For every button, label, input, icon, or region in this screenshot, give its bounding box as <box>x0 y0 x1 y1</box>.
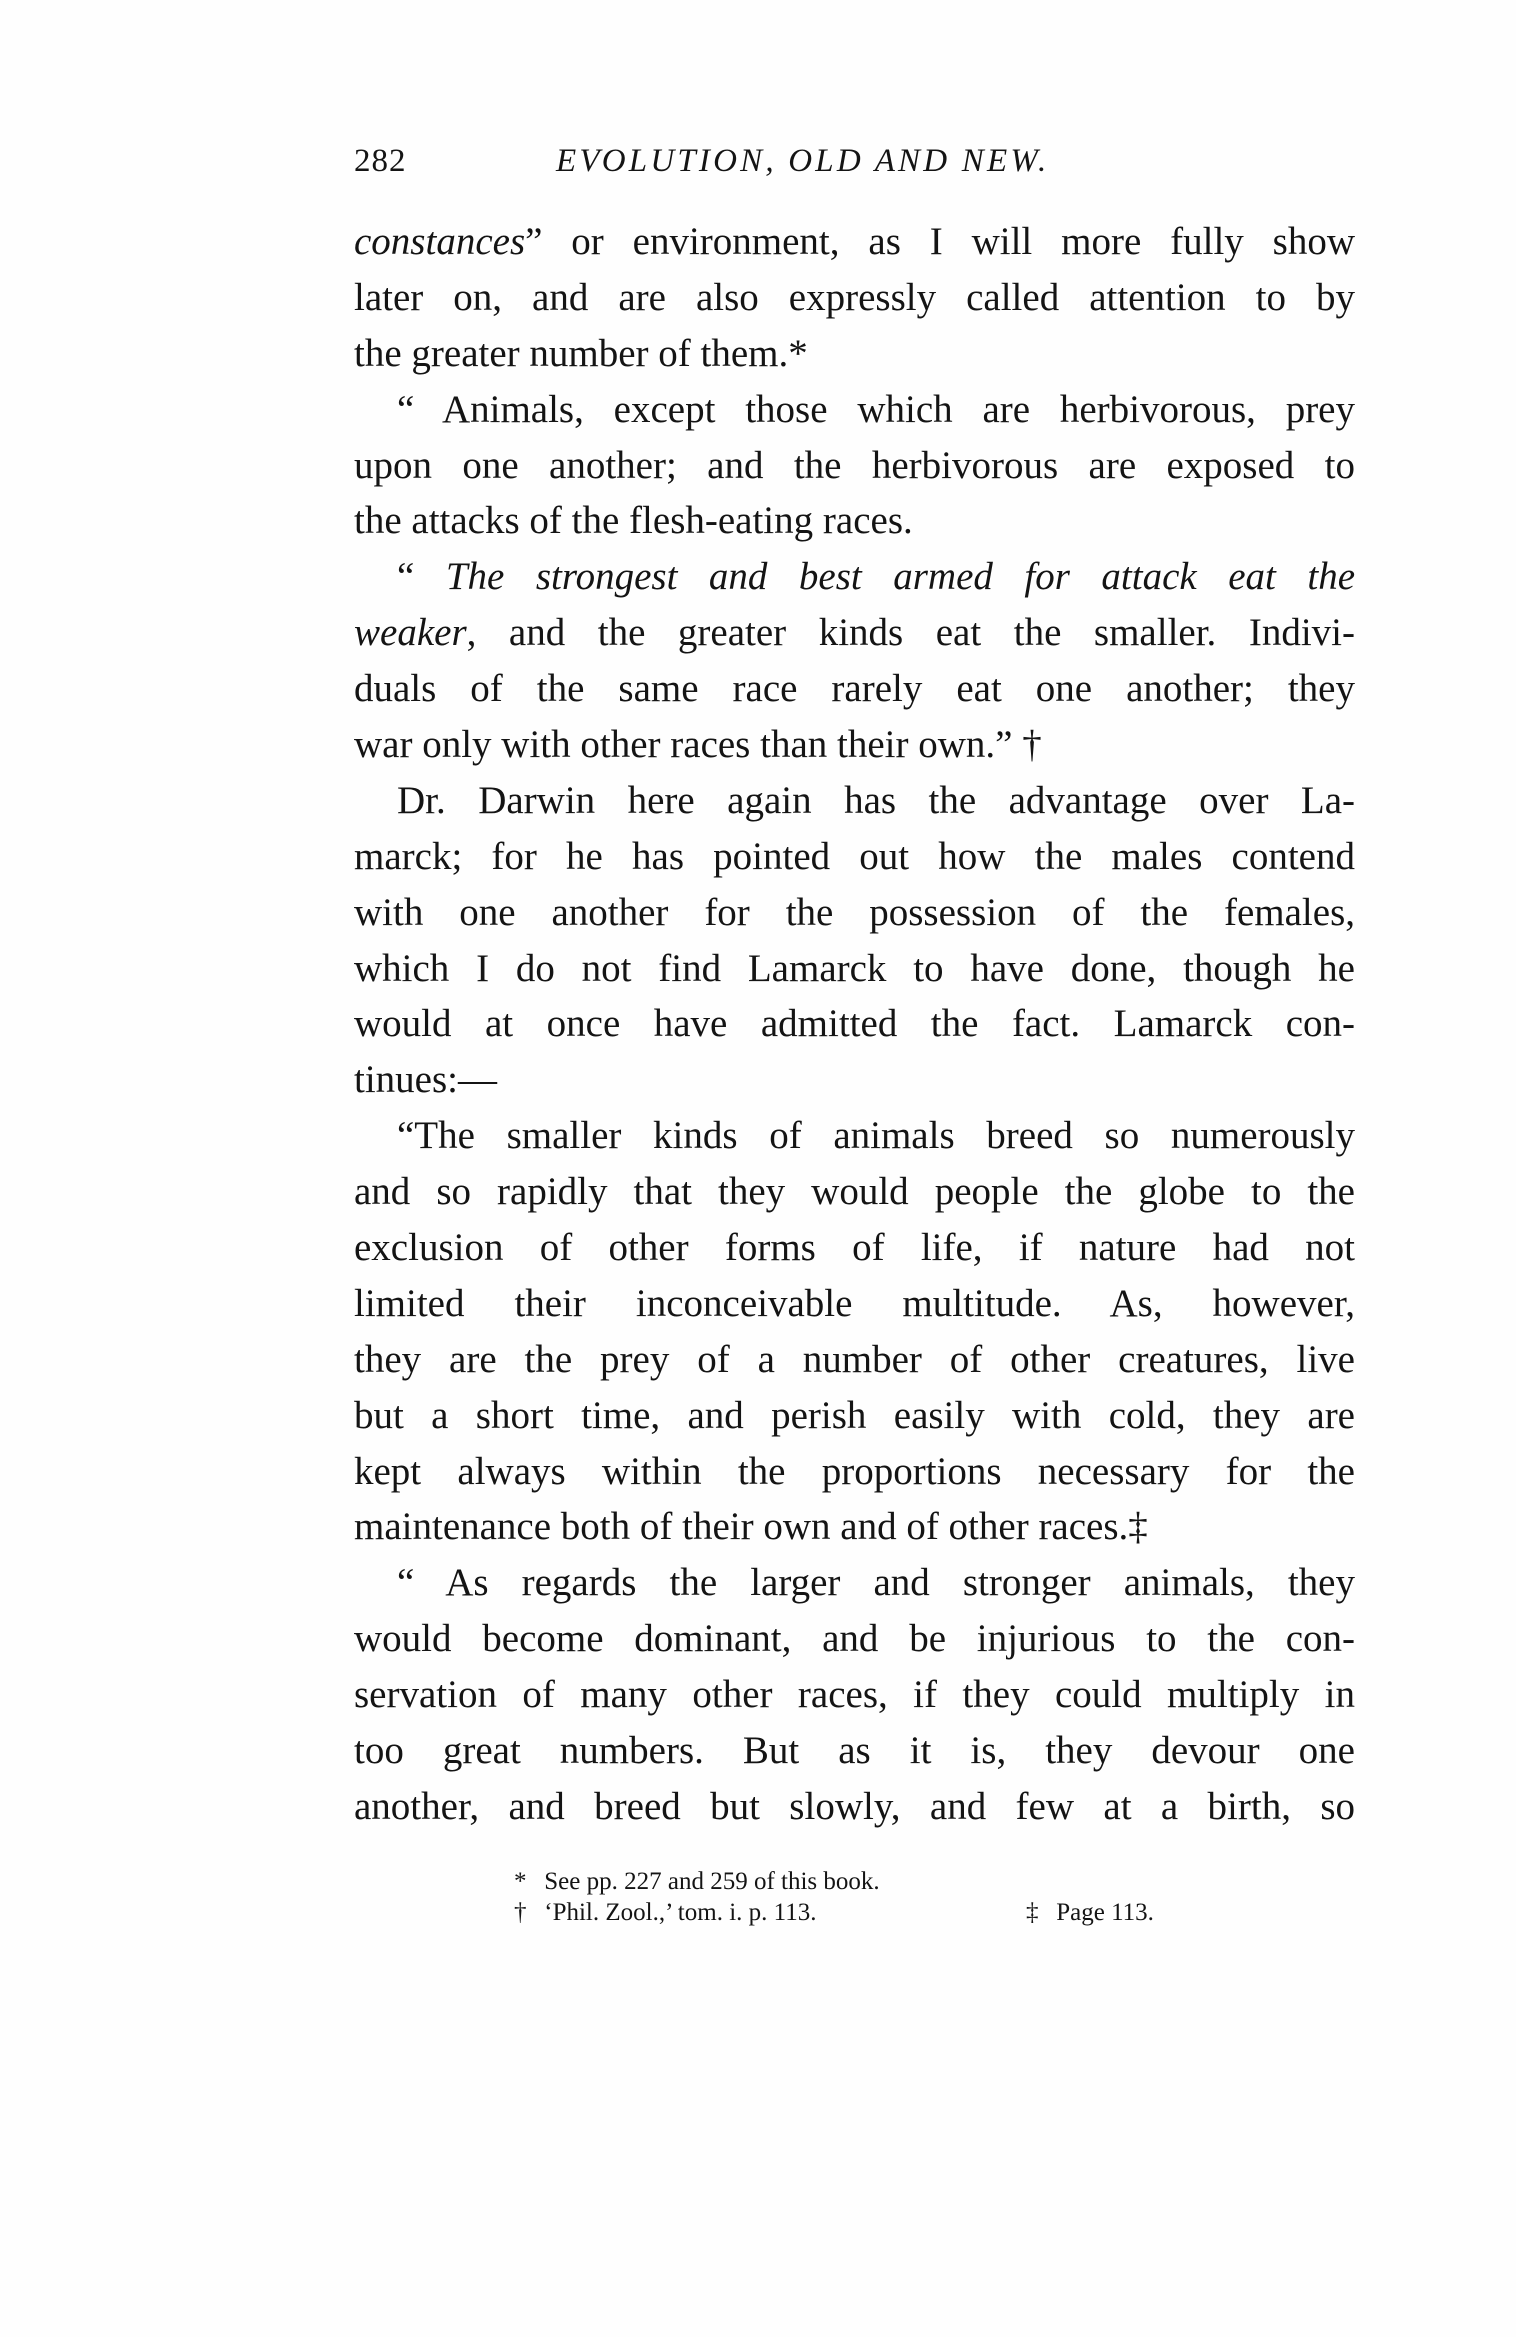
text-run: the attacks of the flesh-eating races. <box>354 499 913 543</box>
page-number: 282 <box>354 143 407 179</box>
text-run: “ Animals, except those which are herbivorous, prey <box>397 387 1355 431</box>
footnote-text-2: ‘Phil. Zool.,’ tom. i. p. 113. <box>544 1899 817 1926</box>
text-line <box>354 773 1355 829</box>
text-run: marck; for he has pointed out how the males contend <box>354 834 1355 878</box>
text-line <box>354 1388 1355 1444</box>
text-run: maintenance both of their own and of other races.‡ <box>354 1505 1148 1549</box>
text-line <box>354 1052 1355 1108</box>
text-line <box>354 1555 1355 1611</box>
text-run: “ As regards the larger and stronger animals, they <box>397 1561 1355 1605</box>
footnote-line-2 <box>514 1897 1214 1928</box>
text-run: Dr. Darwin here again has the advantage over La- <box>397 778 1355 822</box>
body-text <box>354 214 1355 1835</box>
text-run: , and the greater kinds eat the smaller. Indivi- <box>466 611 1355 655</box>
text-line <box>354 382 1355 438</box>
footnote-mark-double-dagger: ‡ <box>1026 1899 1039 1926</box>
text-line <box>354 326 1355 382</box>
footnote-mark-dagger: † <box>514 1899 527 1926</box>
text-run: “ <box>397 555 446 599</box>
text-run: later on, and are also expressly called attention to by <box>354 275 1355 319</box>
footnote-line-1 <box>514 1866 1214 1897</box>
italic-text: constances <box>354 220 526 263</box>
italic-text: weaker <box>354 611 467 655</box>
footnote-3 <box>1026 1897 1154 1928</box>
text-line <box>354 1723 1355 1779</box>
text-line <box>354 1164 1355 1220</box>
text-run: would at once have admitted the fact. Lamarck con- <box>354 1002 1355 1046</box>
text-line <box>354 717 1355 773</box>
text-run: limited their inconceivable multitude. As, however, <box>354 1281 1355 1325</box>
text-line <box>354 438 1355 494</box>
footnote-text-1: See pp. 227 and 259 of this book. <box>544 1868 880 1895</box>
text-run: another, and breed but slowly, and few at a birth, so <box>354 1784 1355 1828</box>
text-run: and so rapidly that they would people the globe to the <box>354 1170 1355 1214</box>
text-line <box>354 996 1355 1052</box>
text-line <box>354 1611 1355 1667</box>
text-line <box>354 493 1355 549</box>
running-title: EVOLUTION, OLD AND NEW. <box>556 143 1050 179</box>
text-run: upon one another; and the herbivorous are exposed to <box>354 443 1355 487</box>
text-line <box>354 1779 1355 1835</box>
footnote-text-3: Page 113. <box>1056 1899 1154 1926</box>
text-run: war only with other races than their own.” † <box>354 723 1042 767</box>
text-run: but a short time, and perish easily with cold, they are <box>354 1393 1355 1437</box>
text-run: kept always within the proportions necessary for the <box>354 1449 1355 1493</box>
text-line <box>354 214 1355 270</box>
text-line <box>354 885 1355 941</box>
text-line <box>354 1108 1355 1164</box>
text-line <box>354 1332 1355 1388</box>
text-run: duals of the same race rarely eat one another; they <box>354 667 1355 711</box>
text-run: “The smaller kinds of animals breed so numerously <box>397 1114 1355 1158</box>
text-run: with one another for the possession of the females, <box>354 890 1355 934</box>
text-line <box>354 941 1355 997</box>
text-run: which I do not find Lamarck to have done, though he <box>354 946 1355 990</box>
text-line <box>354 270 1355 326</box>
text-line <box>354 549 1355 605</box>
text-line <box>354 829 1355 885</box>
text-run: they are the prey of a number of other creatures, live <box>354 1337 1355 1381</box>
footnotes <box>514 1866 1214 1928</box>
text-line <box>354 1220 1355 1276</box>
footnote-mark-asterisk: * <box>514 1868 527 1895</box>
text-line <box>354 1444 1355 1500</box>
italic-text: The strongest and best armed for attack eat the <box>445 555 1356 599</box>
text-run: servation of many other races, if they could multiply in <box>354 1673 1355 1717</box>
running-head <box>354 140 1355 182</box>
text-line <box>354 1276 1355 1332</box>
text-line <box>354 1667 1355 1723</box>
text-run: ” or environment, as I will more fully show <box>525 220 1355 263</box>
text-run: tinues:— <box>354 1058 497 1102</box>
text-run: the greater number of them.* <box>354 331 808 375</box>
text-line <box>354 661 1355 717</box>
text-line <box>354 605 1355 661</box>
text-run: exclusion of other forms of life, if nature had not <box>354 1226 1355 1270</box>
text-run: would become dominant, and be injurious to the con- <box>354 1617 1355 1661</box>
text-run: too great numbers. But as it is, they devour one <box>354 1729 1355 1773</box>
text-line <box>354 1499 1355 1555</box>
